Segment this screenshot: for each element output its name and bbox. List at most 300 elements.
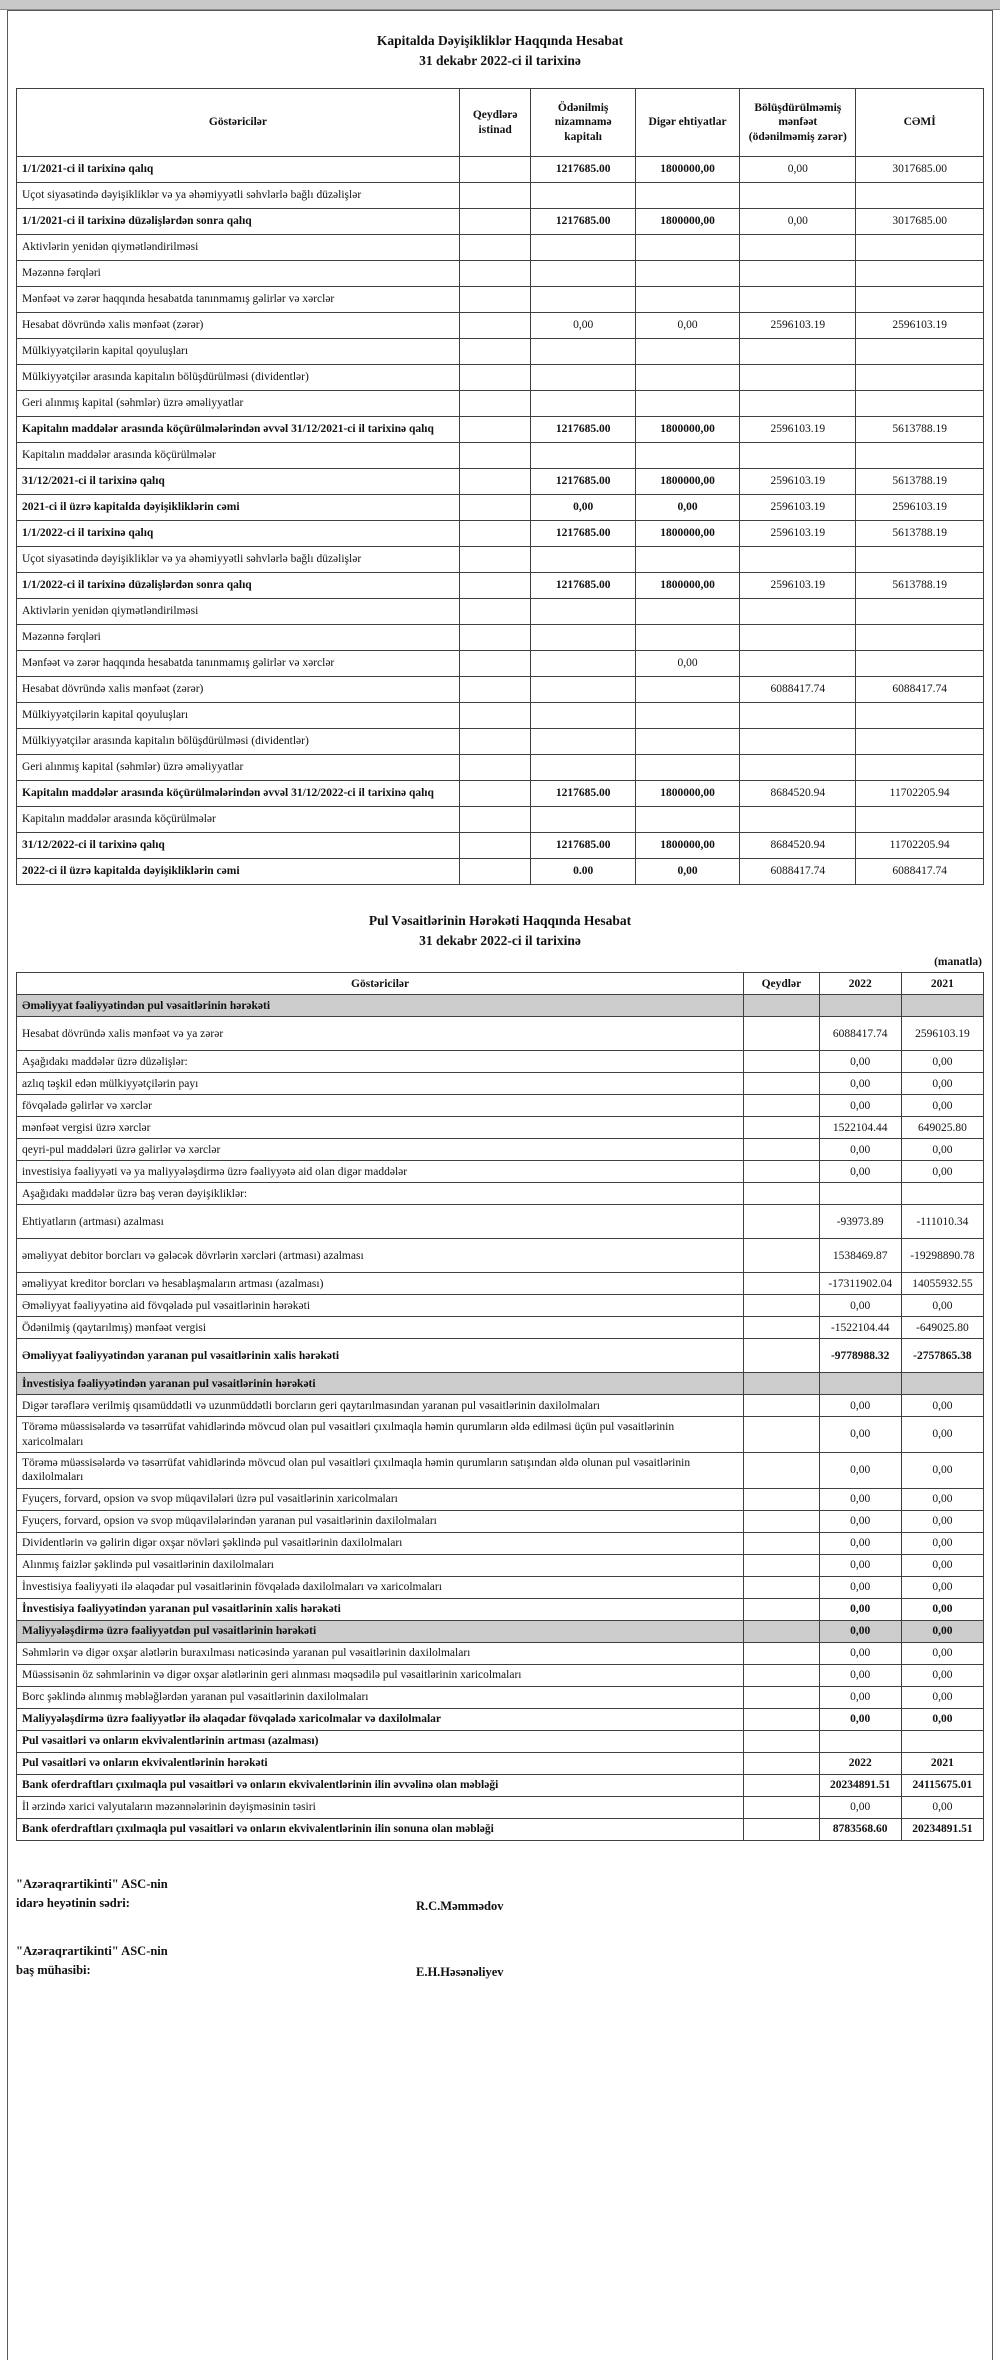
cell-value <box>635 677 739 703</box>
cell-value <box>635 599 739 625</box>
row-label: Məzənnə fərqləri <box>17 625 460 651</box>
cell-value <box>744 1796 819 1818</box>
column-header-retained-earnings: Bölüşdürülməmiş mənfəət (ödənilməmiş zərər) <box>740 89 856 157</box>
cell-value <box>901 995 983 1017</box>
cell-value: 2596103.19 <box>740 521 856 547</box>
cell-value <box>856 807 984 833</box>
cell-value: 1538469.87 <box>819 1239 901 1273</box>
table-row <box>17 833 984 859</box>
row-label: Əməliyyat fəaliyyətindən pul vəsaitlərinin hərəkəti <box>17 995 744 1017</box>
cell-value <box>531 287 635 313</box>
cell-value <box>459 469 531 495</box>
cell-value <box>856 443 984 469</box>
cell-value <box>459 755 531 781</box>
cell-value <box>744 1488 819 1510</box>
cell-value <box>856 365 984 391</box>
table-row <box>17 1510 984 1532</box>
cell-value <box>856 755 984 781</box>
row-label: 1/1/2022-ci il tarixinə qalıq <box>17 521 460 547</box>
cell-value <box>459 521 531 547</box>
cell-value: 1800000,00 <box>635 209 739 235</box>
cell-value: 0,00 <box>819 1642 901 1664</box>
cell-value <box>635 729 739 755</box>
cell-value: 14055932.55 <box>901 1273 983 1295</box>
cell-value <box>744 1532 819 1554</box>
cell-value: 0,00 <box>901 1095 983 1117</box>
cell-value: 1800000,00 <box>635 469 739 495</box>
cell-value <box>819 1183 901 1205</box>
cell-value <box>740 235 856 261</box>
table-row <box>17 1373 984 1395</box>
row-label: Mülkiyyətçilər arasında kapitalın bölüşdürülməsi (dividentlər) <box>17 365 460 391</box>
cell-value <box>635 625 739 651</box>
column-header-total: CƏMİ <box>856 89 984 157</box>
cell-value <box>744 1818 819 1840</box>
table-row <box>17 1417 984 1453</box>
table-row <box>17 1488 984 1510</box>
cell-value: 0,00 <box>901 1554 983 1576</box>
cell-value: 1217685.00 <box>531 521 635 547</box>
table-row <box>17 755 984 781</box>
cell-value <box>459 365 531 391</box>
cell-value: -17311902.04 <box>819 1273 901 1295</box>
column-header-2021: 2021 <box>901 973 983 995</box>
cell-value <box>856 625 984 651</box>
cell-value: 1217685.00 <box>531 209 635 235</box>
table-row <box>17 651 984 677</box>
cell-value <box>744 1395 819 1417</box>
cell-value: 649025.80 <box>901 1117 983 1139</box>
row-label: İnvestisiya fəaliyyəti ilə əlaqədar pul vəsaitlərinin fövqəladə daxilolmaları və xaricolmaları <box>17 1576 744 1598</box>
row-label: İnvestisiya fəaliyyətindən yaranan pul vəsaitlərinin hərəkəti <box>17 1373 744 1395</box>
cell-value <box>635 755 739 781</box>
row-label: Müəssisənin öz səhmlərinin və digər oxşar alətlərinin geri alınması məqsədilə pul vəsaitlərinin xaricolmaları <box>17 1664 744 1686</box>
cell-value <box>459 677 531 703</box>
cell-value: 0,00 <box>901 1708 983 1730</box>
equity-title-line1: Kapitalda Dəyişikliklər Haqqında Hesabat <box>376 33 624 48</box>
cell-value: 1217685.00 <box>531 573 635 599</box>
cell-value: 0,00 <box>819 1686 901 1708</box>
cell-value: 0,00 <box>901 1295 983 1317</box>
cell-value <box>740 755 856 781</box>
cell-value <box>459 495 531 521</box>
table-row <box>17 625 984 651</box>
table-row <box>17 547 984 573</box>
row-label: fövqəladə gəlirlər və xərclər <box>17 1095 744 1117</box>
row-label: Pul vəsaitləri və onların ekvivalentlərinin hərəkəti <box>17 1752 744 1774</box>
cell-value: 0,00 <box>819 1796 901 1818</box>
row-label: Törəmə müəssisələrdə və təsərrüfat vahidlərində mövcud olan pul vəsaitləri çıxılmaqla həmin qurumların satışından əldə olunan pul vəsaitlərinin daxilolmaları <box>17 1453 744 1489</box>
cell-value: 0,00 <box>819 1051 901 1073</box>
cell-value <box>531 729 635 755</box>
cell-value <box>740 807 856 833</box>
cell-value <box>744 1273 819 1295</box>
table-row <box>17 1686 984 1708</box>
cell-value: 0,00 <box>901 1598 983 1620</box>
row-label: Aktivlərin yenidən qiymətləndirilməsi <box>17 599 460 625</box>
cell-value: 1217685.00 <box>531 781 635 807</box>
table-row <box>17 1576 984 1598</box>
cell-value <box>744 1554 819 1576</box>
cell-value <box>531 677 635 703</box>
cell-value <box>459 547 531 573</box>
cell-value <box>744 1686 819 1708</box>
cell-value <box>744 1317 819 1339</box>
cell-value <box>531 755 635 781</box>
cell-value <box>744 1730 819 1752</box>
cell-value: 0,00 <box>901 1139 983 1161</box>
column-header-notes: Qeydlər <box>744 973 819 995</box>
role-title: baş mühasibi: <box>16 1962 91 1977</box>
table-row <box>17 1752 984 1774</box>
cell-value: 0,00 <box>819 1095 901 1117</box>
table-row <box>17 495 984 521</box>
table-row <box>17 1273 984 1295</box>
cell-value <box>459 859 531 885</box>
cell-value: 0,00 <box>819 1664 901 1686</box>
cell-value: 5613788.19 <box>856 573 984 599</box>
cell-value: 1217685.00 <box>531 157 635 183</box>
cell-value <box>459 781 531 807</box>
cell-value: 0,00 <box>531 313 635 339</box>
table-row <box>17 157 984 183</box>
cell-value <box>635 261 739 287</box>
cell-value <box>459 157 531 183</box>
cell-value: 1800000,00 <box>635 781 739 807</box>
cashflow-statement-title <box>16 911 984 950</box>
cell-value: 6088417.74 <box>819 1017 901 1051</box>
table-row <box>17 365 984 391</box>
table-row <box>17 1295 984 1317</box>
scan-top-edge <box>0 0 1000 10</box>
cell-value: 20234891.51 <box>819 1774 901 1796</box>
cell-value <box>459 625 531 651</box>
cell-value <box>459 287 531 313</box>
cell-value: 0,00 <box>901 1453 983 1489</box>
table-row <box>17 1117 984 1139</box>
cell-value <box>740 365 856 391</box>
cell-value: 0,00 <box>819 1295 901 1317</box>
table-row <box>17 703 984 729</box>
cell-value: 6088417.74 <box>740 677 856 703</box>
cell-value <box>459 833 531 859</box>
table-row <box>17 1554 984 1576</box>
cell-value <box>744 1373 819 1395</box>
cell-value: 11702205.94 <box>856 781 984 807</box>
cell-value: 1800000,00 <box>635 521 739 547</box>
cell-value <box>744 1239 819 1273</box>
row-label: Geri alınmış kapital (səhmlər) üzrə əməliyyatlar <box>17 755 460 781</box>
cell-value <box>744 1576 819 1598</box>
cell-value: 11702205.94 <box>856 833 984 859</box>
row-label: Kapitalın maddələr arasında köçürülmələrindən əvvəl 31/12/2022-ci il tarixinə qalıq <box>17 781 460 807</box>
table-row <box>17 1161 984 1183</box>
cell-value <box>740 443 856 469</box>
cell-value <box>744 1664 819 1686</box>
cell-value <box>819 995 901 1017</box>
cell-value <box>740 547 856 573</box>
cell-value: 8783568.60 <box>819 1818 901 1840</box>
table-row <box>17 599 984 625</box>
cell-value: 0,00 <box>819 1598 901 1620</box>
row-label: Digər tərəflərə verilmiş qısamüddətli və uzunmüddətli borcların geri qaytarılmasından yaranan pul vəsaitlərinin daxilolmaları <box>17 1395 744 1417</box>
cell-value: 0,00 <box>901 1664 983 1686</box>
cell-value: 0,00 <box>819 1488 901 1510</box>
cell-value <box>459 599 531 625</box>
cell-value: 2596103.19 <box>856 495 984 521</box>
row-label: Borc şəklində alınmış məbləğlərdən yaranan pul vəsaitlərinin daxilolmaları <box>17 1686 744 1708</box>
cell-value <box>744 1139 819 1161</box>
cell-value <box>744 1095 819 1117</box>
cell-value: 0,00 <box>531 495 635 521</box>
column-header-other-reserves: Digər ehtiyatlar <box>635 89 739 157</box>
row-label: 1/1/2021-ci il tarixinə düzəlişlərdən sonra qalıq <box>17 209 460 235</box>
table-row <box>17 521 984 547</box>
document-page <box>7 10 993 2360</box>
table-row <box>17 859 984 885</box>
cell-value: 0,00 <box>901 1620 983 1642</box>
row-label: Səhmlərin və digər oxşar alətlərin buraxılması nəticəsində yaranan pul vəsaitlərinin daxilolmaları <box>17 1642 744 1664</box>
cell-value <box>856 391 984 417</box>
row-label: Mülkiyyətçilərin kapital qoyuluşları <box>17 339 460 365</box>
table-row <box>17 1730 984 1752</box>
cell-value: 6088417.74 <box>856 677 984 703</box>
cell-value <box>744 1117 819 1139</box>
table-row <box>17 209 984 235</box>
cell-value <box>531 235 635 261</box>
row-label: Aşağıdakı maddələr üzrə baş verən dəyişikliklər: <box>17 1183 744 1205</box>
cell-value <box>856 651 984 677</box>
table-row <box>17 1095 984 1117</box>
row-label: Fyuçers, forvard, opsion və svop müqavilələrindən yaranan pul vəsaitlərinin daxilolmaları <box>17 1510 744 1532</box>
table-row <box>17 287 984 313</box>
table-row <box>17 1774 984 1796</box>
row-label: Hesabat dövründə xalis mənfəət (zərər) <box>17 313 460 339</box>
cell-value <box>531 183 635 209</box>
cell-value <box>901 1183 983 1205</box>
cell-value <box>740 651 856 677</box>
cell-value: 0,00 <box>819 1417 901 1453</box>
cell-value: 2596103.19 <box>740 313 856 339</box>
table-row <box>17 183 984 209</box>
cell-value <box>459 443 531 469</box>
cell-value: 5613788.19 <box>856 417 984 443</box>
cell-value: 0,00 <box>901 1510 983 1532</box>
cell-value: -2757865.38 <box>901 1339 983 1373</box>
cell-value: 2596103.19 <box>740 417 856 443</box>
cell-value: 0,00 <box>901 1488 983 1510</box>
cell-value: 1217685.00 <box>531 469 635 495</box>
cell-value: 0,00 <box>819 1395 901 1417</box>
cell-value <box>740 599 856 625</box>
cell-value <box>819 1373 901 1395</box>
row-label: Ödənilmiş (qaytarılmış) mənfəət vergisi <box>17 1317 744 1339</box>
cell-value <box>744 1774 819 1796</box>
table-row <box>17 261 984 287</box>
cell-value <box>856 703 984 729</box>
row-label: İnvestisiya fəaliyyətindən yaranan pul vəsaitlərinin xalis hərəkəti <box>17 1598 744 1620</box>
table-row <box>17 1620 984 1642</box>
cell-value: 0,00 <box>819 1576 901 1598</box>
cell-value: 0,00 <box>819 1139 901 1161</box>
row-label: Aşağıdakı maddələr üzrə düzəlişlər: <box>17 1051 744 1073</box>
cell-value <box>744 1510 819 1532</box>
cell-value: 0,00 <box>819 1161 901 1183</box>
cell-value <box>744 1417 819 1453</box>
row-label: 2022-ci il üzrə kapitalda dəyişikliklərin cəmi <box>17 859 460 885</box>
cell-value <box>531 651 635 677</box>
cell-value: 5613788.19 <box>856 469 984 495</box>
cell-value: 0,00 <box>819 1620 901 1642</box>
cell-value: 2596103.19 <box>856 313 984 339</box>
row-label: Bank oferdraftları çıxılmaqla pul vəsaitləri və onların ekvivalentlərinin ilin sonuna olan məbləği <box>17 1818 744 1840</box>
table-row <box>17 995 984 1017</box>
cell-value: 0,00 <box>901 1576 983 1598</box>
cell-value: 0.00 <box>531 859 635 885</box>
row-label: Pul vəsaitləri və onların ekvivalentlərinin artması (azalması) <box>17 1730 744 1752</box>
column-header-2022: 2022 <box>819 973 901 995</box>
row-label: Kapitalın maddələr arasında köçürülmələrindən əvvəl 31/12/2021-ci il tarixinə qalıq <box>17 417 460 443</box>
cell-value: 0,00 <box>740 157 856 183</box>
cell-value <box>856 339 984 365</box>
cell-value <box>744 1017 819 1051</box>
cell-value <box>740 287 856 313</box>
cell-value: 0,00 <box>819 1510 901 1532</box>
cell-value: 0,00 <box>901 1073 983 1095</box>
cell-value: -1522104.44 <box>819 1317 901 1339</box>
cell-value <box>459 651 531 677</box>
table-row <box>17 235 984 261</box>
row-label: Əməliyyat fəaliyyətindən yaranan pul vəsaitlərinin xalis hərəkəti <box>17 1339 744 1373</box>
table-row <box>17 339 984 365</box>
cell-value <box>459 235 531 261</box>
row-label: Mülkiyyətçilər arasında kapitalın bölüşdürülməsi (dividentlər) <box>17 729 460 755</box>
cell-value <box>635 183 739 209</box>
cell-value <box>819 1730 901 1752</box>
row-label: Bank oferdraftları çıxılmaqla pul vəsaitləri və onların ekvivalentlərinin ilin əvvəlinə olan məbləği <box>17 1774 744 1796</box>
cell-value: 1522104.44 <box>819 1117 901 1139</box>
row-label: mənfəət vergisi üzrə xərclər <box>17 1117 744 1139</box>
cell-value: 0,00 <box>901 1395 983 1417</box>
cell-value <box>744 1708 819 1730</box>
signature-accountant <box>16 1942 984 1981</box>
cell-value <box>531 625 635 651</box>
cell-value <box>856 261 984 287</box>
cell-value: -93973.89 <box>819 1205 901 1239</box>
cell-value: 8684520.94 <box>740 833 856 859</box>
cell-value <box>459 339 531 365</box>
cell-value: -649025.80 <box>901 1317 983 1339</box>
row-label: Fyuçers, forvard, opsion və svop müqavilələri üzrə pul vəsaitlərinin xaricolmaları <box>17 1488 744 1510</box>
cashflow-title-line1: Pul Vəsaitlərinin Hərəkəti Haqqında Hesabat <box>368 913 632 929</box>
cell-value: 8684520.94 <box>740 781 856 807</box>
row-label: Dividentlərin və gəlirin digər oxşar növləri şəklində pul vəsaitlərinin daxilolmaları <box>17 1532 744 1554</box>
chairman-name: R.C.Məmmədov <box>416 1898 504 1913</box>
row-label: azlıq təşkil edən mülkiyyətçilərin payı <box>17 1073 744 1095</box>
company-name: "Azəraqrartikinti" ASC-nin <box>16 1876 168 1891</box>
role-title: idarə heyətinin sədri: <box>16 1896 130 1911</box>
cell-value: 0,00 <box>901 1686 983 1708</box>
row-label: Maliyyələşdirmə üzrə fəaliyyətlər ilə əlaqədar fövqəladə xaricolmalar və daxilolmalar <box>17 1708 744 1730</box>
table-row <box>17 1598 984 1620</box>
currency-unit-label: (manatla) <box>934 956 982 969</box>
column-header-indicators: Göstəricilər <box>17 973 744 995</box>
cell-value <box>635 807 739 833</box>
cell-value: 1800000,00 <box>635 417 739 443</box>
cell-value <box>531 365 635 391</box>
cell-value: 2596103.19 <box>901 1017 983 1051</box>
cell-value <box>856 183 984 209</box>
cell-value <box>744 1161 819 1183</box>
cell-value <box>744 995 819 1017</box>
cell-value <box>740 339 856 365</box>
cell-value: 0,00 <box>901 1532 983 1554</box>
cell-value: 5613788.19 <box>856 521 984 547</box>
table-row <box>17 469 984 495</box>
cell-value <box>856 599 984 625</box>
equity-statement-title <box>16 31 984 70</box>
row-label: Maliyyələşdirmə üzrə fəaliyyətdən pul vəsaitlərinin hərəkəti <box>17 1620 744 1642</box>
cell-value <box>531 391 635 417</box>
cell-value <box>740 183 856 209</box>
table-row <box>17 1139 984 1161</box>
cell-value <box>459 313 531 339</box>
cell-value: 0,00 <box>819 1073 901 1095</box>
cell-value <box>901 1373 983 1395</box>
cell-value <box>635 547 739 573</box>
cell-value: 2596103.19 <box>740 469 856 495</box>
signature-section <box>16 1875 984 1981</box>
cell-value <box>635 339 739 365</box>
table-row <box>17 1073 984 1095</box>
signature-chairman <box>16 1875 984 1914</box>
table-row <box>17 443 984 469</box>
equity-table <box>16 88 984 885</box>
cell-value: 20234891.51 <box>901 1818 983 1840</box>
cell-value <box>531 703 635 729</box>
cell-value <box>635 287 739 313</box>
cell-value <box>744 1205 819 1239</box>
cell-value <box>744 1183 819 1205</box>
row-label: Mənfəət və zərər haqqında hesabatda tanınmamış gəlirlər və xərclər <box>17 651 460 677</box>
cell-value <box>744 1620 819 1642</box>
cell-value: 1800000,00 <box>635 157 739 183</box>
cell-value <box>531 599 635 625</box>
cell-value: -111010.34 <box>901 1205 983 1239</box>
cell-value <box>740 625 856 651</box>
table-row <box>17 1339 984 1373</box>
row-label: Ehtiyatların (artması) azalması <box>17 1205 744 1239</box>
cell-value <box>635 391 739 417</box>
table-row <box>17 1796 984 1818</box>
cell-value <box>856 235 984 261</box>
cell-value <box>740 703 856 729</box>
table-row <box>17 391 984 417</box>
table-row <box>17 677 984 703</box>
table-row <box>17 1453 984 1489</box>
cell-value: 0,00 <box>819 1554 901 1576</box>
cell-value: -9778988.32 <box>819 1339 901 1373</box>
table-row <box>17 1664 984 1686</box>
cell-value: 0,00 <box>901 1417 983 1453</box>
cell-value <box>459 573 531 599</box>
table-row <box>17 1051 984 1073</box>
row-label: 31/12/2021-ci il tarixinə qalıq <box>17 469 460 495</box>
cell-value <box>856 287 984 313</box>
row-label: əməliyyat kreditor borcları və hesablaşmaların artması (azalması) <box>17 1273 744 1295</box>
row-label: Uçot siyasətində dəyişikliklər və ya əhəmiyyətli səhvlərlə bağlı düzəlişlər <box>17 547 460 573</box>
column-header-indicators: Göstəricilər <box>17 89 460 157</box>
